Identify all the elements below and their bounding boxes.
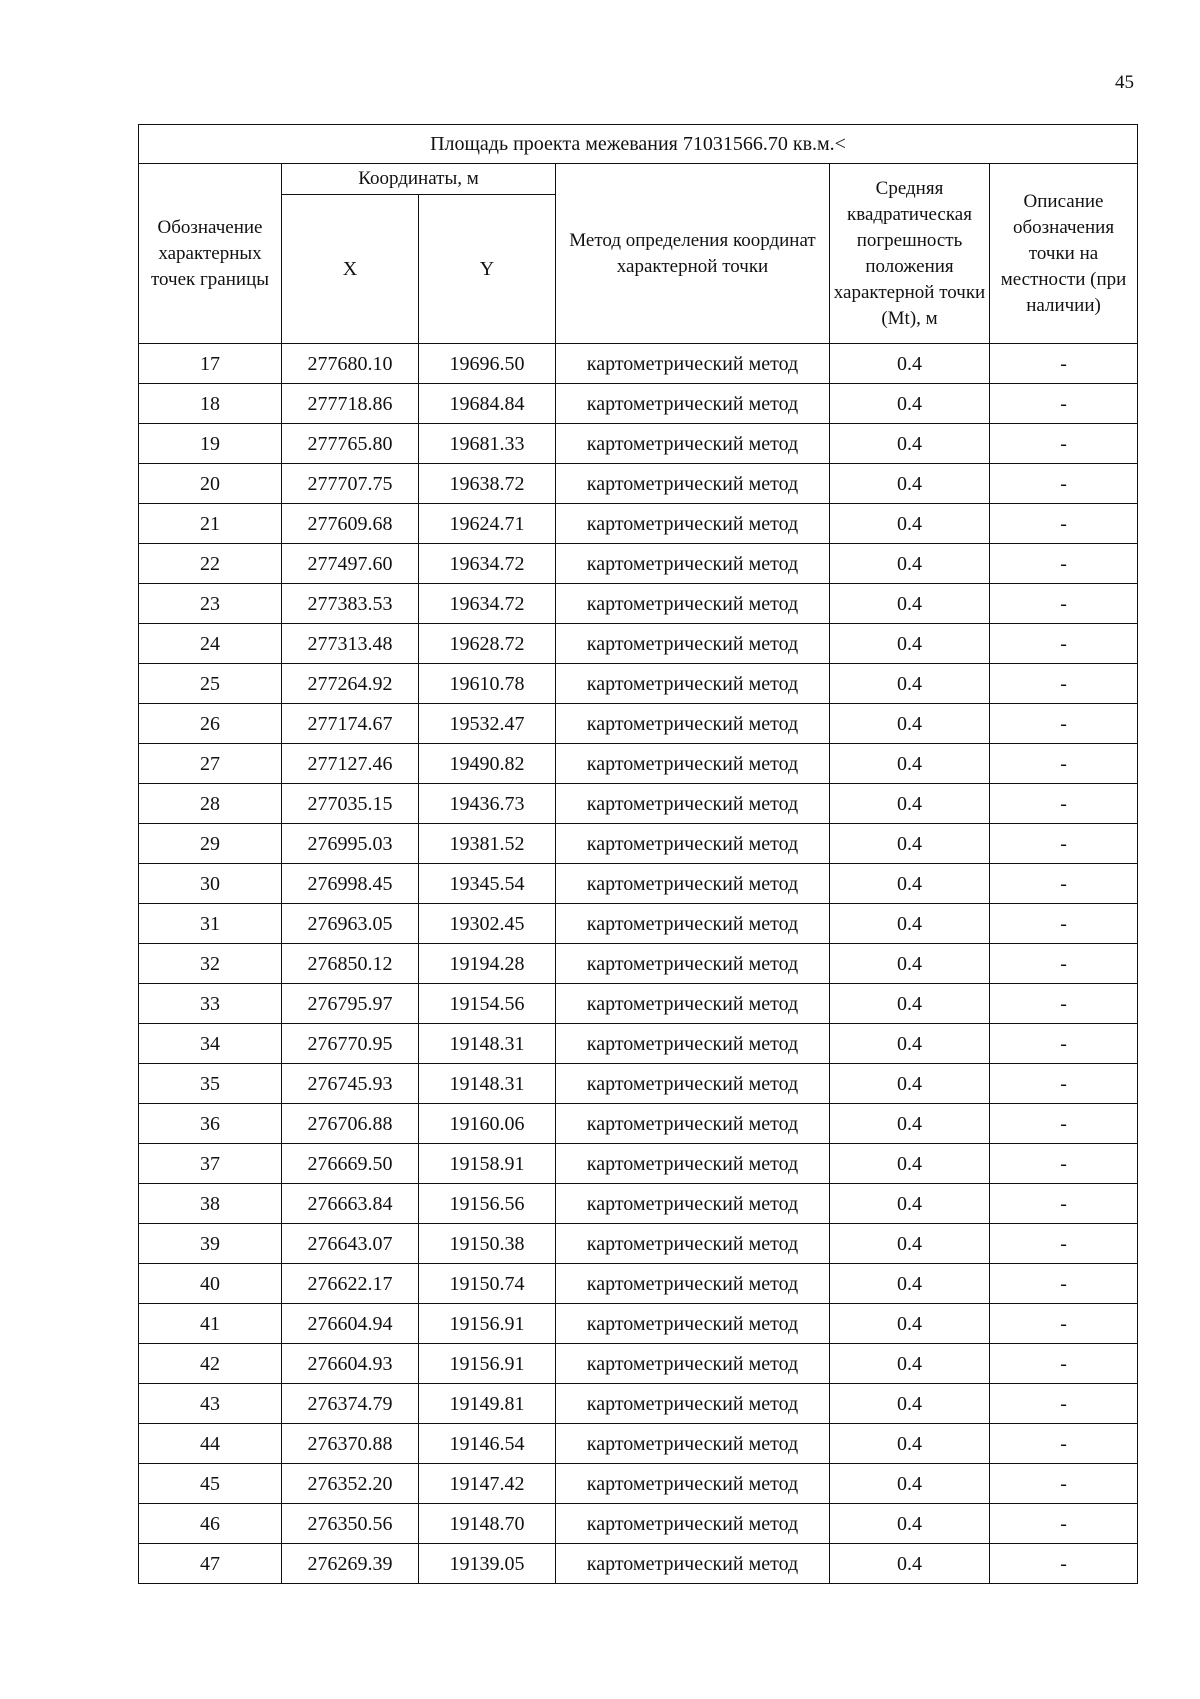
cell-x: 277609.68	[282, 504, 419, 544]
cell-y: 19139.05	[419, 1544, 556, 1584]
cell-description: -	[990, 1504, 1138, 1544]
table-row	[139, 824, 1138, 864]
cell-method: картометрический метод	[556, 864, 830, 904]
cell-point: 45	[139, 1464, 282, 1504]
cell-description: -	[990, 824, 1138, 864]
cell-y: 19628.72	[419, 624, 556, 664]
cell-method: картометрический метод	[556, 624, 830, 664]
cell-method: картометрический метод	[556, 1224, 830, 1264]
cell-description: -	[990, 1304, 1138, 1344]
cell-method: картометрический метод	[556, 1304, 830, 1344]
table-row	[139, 424, 1138, 464]
cell-error: 0.4	[830, 1544, 990, 1584]
cell-method: картометрический метод	[556, 584, 830, 624]
cell-x: 277718.86	[282, 384, 419, 424]
cell-error: 0.4	[830, 624, 990, 664]
cell-point: 34	[139, 1024, 282, 1064]
cell-error: 0.4	[830, 1424, 990, 1464]
cell-description: -	[990, 424, 1138, 464]
table-row	[139, 624, 1138, 664]
cell-x: 277707.75	[282, 464, 419, 504]
cell-y: 19302.45	[419, 904, 556, 944]
cell-error: 0.4	[830, 1064, 990, 1104]
cell-description: -	[990, 904, 1138, 944]
table-row	[139, 584, 1138, 624]
cell-y: 19148.70	[419, 1504, 556, 1544]
cell-description: -	[990, 1264, 1138, 1304]
table-row	[139, 464, 1138, 504]
cell-error: 0.4	[830, 1384, 990, 1424]
cell-y: 19160.06	[419, 1104, 556, 1144]
cell-method: картометрический метод	[556, 704, 830, 744]
cell-y: 19148.31	[419, 1024, 556, 1064]
cell-method: картометрический метод	[556, 984, 830, 1024]
cell-point: 26	[139, 704, 282, 744]
cell-point: 27	[139, 744, 282, 784]
cell-error: 0.4	[830, 504, 990, 544]
cell-point: 37	[139, 1144, 282, 1184]
cell-error: 0.4	[830, 424, 990, 464]
cell-error: 0.4	[830, 584, 990, 624]
cell-point: 35	[139, 1064, 282, 1104]
cell-y: 19610.78	[419, 664, 556, 704]
cell-point: 30	[139, 864, 282, 904]
cell-error: 0.4	[830, 824, 990, 864]
cell-description: -	[990, 1424, 1138, 1464]
cell-error: 0.4	[830, 1344, 990, 1384]
cell-point: 23	[139, 584, 282, 624]
cell-error: 0.4	[830, 384, 990, 424]
cell-method: картометрический метод	[556, 384, 830, 424]
cell-x: 276669.50	[282, 1144, 419, 1184]
cell-description: -	[990, 344, 1138, 384]
table-row	[139, 504, 1138, 544]
table-row	[139, 1384, 1138, 1424]
cell-error: 0.4	[830, 544, 990, 584]
cell-description: -	[990, 784, 1138, 824]
cell-error: 0.4	[830, 1104, 990, 1144]
cell-x: 277264.92	[282, 664, 419, 704]
cell-point: 17	[139, 344, 282, 384]
cell-method: картометрический метод	[556, 344, 830, 384]
cell-point: 40	[139, 1264, 282, 1304]
cell-x: 276745.93	[282, 1064, 419, 1104]
cell-point: 44	[139, 1424, 282, 1464]
cell-x: 276850.12	[282, 944, 419, 984]
cell-method: картометрический метод	[556, 1504, 830, 1544]
cell-description: -	[990, 664, 1138, 704]
cell-description: -	[990, 584, 1138, 624]
header-x: X	[282, 195, 419, 344]
cell-x: 276352.20	[282, 1464, 419, 1504]
cell-method: картометрический метод	[556, 1344, 830, 1384]
cell-point: 38	[139, 1184, 282, 1224]
cell-point: 43	[139, 1384, 282, 1424]
cell-y: 19154.56	[419, 984, 556, 1024]
cell-x: 277680.10	[282, 344, 419, 384]
cell-point: 47	[139, 1544, 282, 1584]
cell-method: картометрический метод	[556, 944, 830, 984]
cell-error: 0.4	[830, 1264, 990, 1304]
cell-method: картометрический метод	[556, 1424, 830, 1464]
cell-x: 276622.17	[282, 1264, 419, 1304]
table-row	[139, 1464, 1138, 1504]
cell-description: -	[990, 1104, 1138, 1144]
cell-point: 28	[139, 784, 282, 824]
cell-point: 22	[139, 544, 282, 584]
table-row	[139, 384, 1138, 424]
table-row	[139, 1264, 1138, 1304]
cell-point: 41	[139, 1304, 282, 1344]
cell-point: 20	[139, 464, 282, 504]
cell-description: -	[990, 544, 1138, 584]
cell-y: 19194.28	[419, 944, 556, 984]
table-row	[139, 1344, 1138, 1384]
cell-method: картометрический метод	[556, 1184, 830, 1224]
cell-y: 19532.47	[419, 704, 556, 744]
table-row	[139, 864, 1138, 904]
cell-y: 19681.33	[419, 424, 556, 464]
cell-x: 276706.88	[282, 1104, 419, 1144]
cell-y: 19156.91	[419, 1304, 556, 1344]
cell-description: -	[990, 864, 1138, 904]
cell-method: картометрический метод	[556, 424, 830, 464]
cell-x: 276643.07	[282, 1224, 419, 1264]
cell-point: 29	[139, 824, 282, 864]
cell-method: картометрический метод	[556, 1464, 830, 1504]
cell-y: 19381.52	[419, 824, 556, 864]
cell-error: 0.4	[830, 1464, 990, 1504]
table-title: Площадь проекта межевания 71031566.70 кв.м.<	[139, 125, 1138, 164]
cell-description: -	[990, 1184, 1138, 1224]
cell-description: -	[990, 1544, 1138, 1584]
header-description: Описание обозначения точки на местности (при наличии)	[990, 164, 1138, 344]
cell-y: 19150.74	[419, 1264, 556, 1304]
cell-description: -	[990, 384, 1138, 424]
cell-point: 18	[139, 384, 282, 424]
cell-point: 42	[139, 1344, 282, 1384]
cell-y: 19150.38	[419, 1224, 556, 1264]
cell-x: 276350.56	[282, 1504, 419, 1544]
cell-y: 19684.84	[419, 384, 556, 424]
header-method: Метод определения координат характерной точки	[556, 164, 830, 344]
table-row	[139, 1544, 1138, 1584]
cell-method: картометрический метод	[556, 1384, 830, 1424]
cell-y: 19148.31	[419, 1064, 556, 1104]
cell-point: 33	[139, 984, 282, 1024]
table-row	[139, 944, 1138, 984]
cell-error: 0.4	[830, 1304, 990, 1344]
cell-y: 19146.54	[419, 1424, 556, 1464]
cell-y: 19490.82	[419, 744, 556, 784]
cell-error: 0.4	[830, 1184, 990, 1224]
table-row	[139, 784, 1138, 824]
table-row	[139, 744, 1138, 784]
cell-point: 36	[139, 1104, 282, 1144]
cell-method: картометрический метод	[556, 1064, 830, 1104]
cell-point: 21	[139, 504, 282, 544]
cell-point: 19	[139, 424, 282, 464]
cell-description: -	[990, 1024, 1138, 1064]
table-row	[139, 1424, 1138, 1464]
cell-y: 19156.91	[419, 1344, 556, 1384]
cell-x: 276663.84	[282, 1184, 419, 1224]
cell-y: 19624.71	[419, 504, 556, 544]
cell-method: картометрический метод	[556, 504, 830, 544]
cell-x: 277383.53	[282, 584, 419, 624]
cell-point: 25	[139, 664, 282, 704]
cell-x: 276795.97	[282, 984, 419, 1024]
table-body	[139, 344, 1138, 1584]
table-row	[139, 904, 1138, 944]
table-row	[139, 1504, 1138, 1544]
table-row	[139, 1104, 1138, 1144]
cell-description: -	[990, 1064, 1138, 1104]
cell-error: 0.4	[830, 1504, 990, 1544]
cell-x: 276374.79	[282, 1384, 419, 1424]
cell-error: 0.4	[830, 464, 990, 504]
cell-y: 19634.72	[419, 544, 556, 584]
cell-description: -	[990, 744, 1138, 784]
table-row	[139, 984, 1138, 1024]
cell-x: 277497.60	[282, 544, 419, 584]
cell-y: 19345.54	[419, 864, 556, 904]
cell-y: 19696.50	[419, 344, 556, 384]
cell-point: 32	[139, 944, 282, 984]
cell-error: 0.4	[830, 344, 990, 384]
cell-y: 19158.91	[419, 1144, 556, 1184]
cell-description: -	[990, 704, 1138, 744]
cell-x: 276770.95	[282, 1024, 419, 1064]
table-row	[139, 704, 1138, 744]
cell-x: 277765.80	[282, 424, 419, 464]
cell-method: картометрический метод	[556, 1264, 830, 1304]
cell-error: 0.4	[830, 904, 990, 944]
table-row	[139, 1224, 1138, 1264]
cell-error: 0.4	[830, 704, 990, 744]
coordinates-table	[138, 124, 1138, 1584]
cell-description: -	[990, 1344, 1138, 1384]
table-row	[139, 664, 1138, 704]
cell-method: картометрический метод	[556, 544, 830, 584]
cell-point: 39	[139, 1224, 282, 1264]
cell-x: 276995.03	[282, 824, 419, 864]
cell-x: 276998.45	[282, 864, 419, 904]
cell-x: 277313.48	[282, 624, 419, 664]
cell-x: 277127.46	[282, 744, 419, 784]
cell-x: 276963.05	[282, 904, 419, 944]
cell-method: картометрический метод	[556, 664, 830, 704]
header-point: Обозначение характерных точек границы	[139, 164, 282, 344]
table-row	[139, 1144, 1138, 1184]
cell-y: 19147.42	[419, 1464, 556, 1504]
cell-description: -	[990, 1224, 1138, 1264]
cell-method: картометрический метод	[556, 1144, 830, 1184]
cell-method: картометрический метод	[556, 744, 830, 784]
cell-error: 0.4	[830, 664, 990, 704]
cell-x: 277035.15	[282, 784, 419, 824]
cell-method: картометрический метод	[556, 1024, 830, 1064]
cell-y: 19149.81	[419, 1384, 556, 1424]
cell-x: 276604.93	[282, 1344, 419, 1384]
cell-error: 0.4	[830, 1144, 990, 1184]
cell-description: -	[990, 624, 1138, 664]
cell-method: картометрический метод	[556, 824, 830, 864]
cell-method: картометрический метод	[556, 1104, 830, 1144]
cell-x: 276370.88	[282, 1424, 419, 1464]
table-row	[139, 544, 1138, 584]
cell-description: -	[990, 504, 1138, 544]
table-row	[139, 344, 1138, 384]
cell-method: картометрический метод	[556, 464, 830, 504]
table-row	[139, 1304, 1138, 1344]
cell-description: -	[990, 944, 1138, 984]
cell-point: 46	[139, 1504, 282, 1544]
cell-method: картометрический метод	[556, 784, 830, 824]
cell-description: -	[990, 464, 1138, 504]
cell-error: 0.4	[830, 1024, 990, 1064]
cell-y: 19436.73	[419, 784, 556, 824]
cell-error: 0.4	[830, 784, 990, 824]
cell-point: 24	[139, 624, 282, 664]
cell-error: 0.4	[830, 944, 990, 984]
cell-error: 0.4	[830, 744, 990, 784]
cell-method: картометрический метод	[556, 1544, 830, 1584]
cell-error: 0.4	[830, 1224, 990, 1264]
cell-x: 276604.94	[282, 1304, 419, 1344]
table-row	[139, 1024, 1138, 1064]
cell-point: 31	[139, 904, 282, 944]
cell-y: 19634.72	[419, 584, 556, 624]
page-number: 45	[1115, 72, 1134, 93]
cell-description: -	[990, 1464, 1138, 1504]
cell-x: 276269.39	[282, 1544, 419, 1584]
cell-y: 19156.56	[419, 1184, 556, 1224]
table-row	[139, 1064, 1138, 1104]
header-coordinates: Координаты, м	[282, 164, 556, 195]
cell-description: -	[990, 1384, 1138, 1424]
cell-error: 0.4	[830, 984, 990, 1024]
cell-description: -	[990, 1144, 1138, 1184]
cell-error: 0.4	[830, 864, 990, 904]
header-error: Средняя квадратическая погрешность положения характерной точки (Mt), м	[830, 164, 990, 344]
header-y: Y	[419, 195, 556, 344]
cell-description: -	[990, 984, 1138, 1024]
table-row	[139, 1184, 1138, 1224]
cell-y: 19638.72	[419, 464, 556, 504]
cell-method: картометрический метод	[556, 904, 830, 944]
cell-x: 277174.67	[282, 704, 419, 744]
